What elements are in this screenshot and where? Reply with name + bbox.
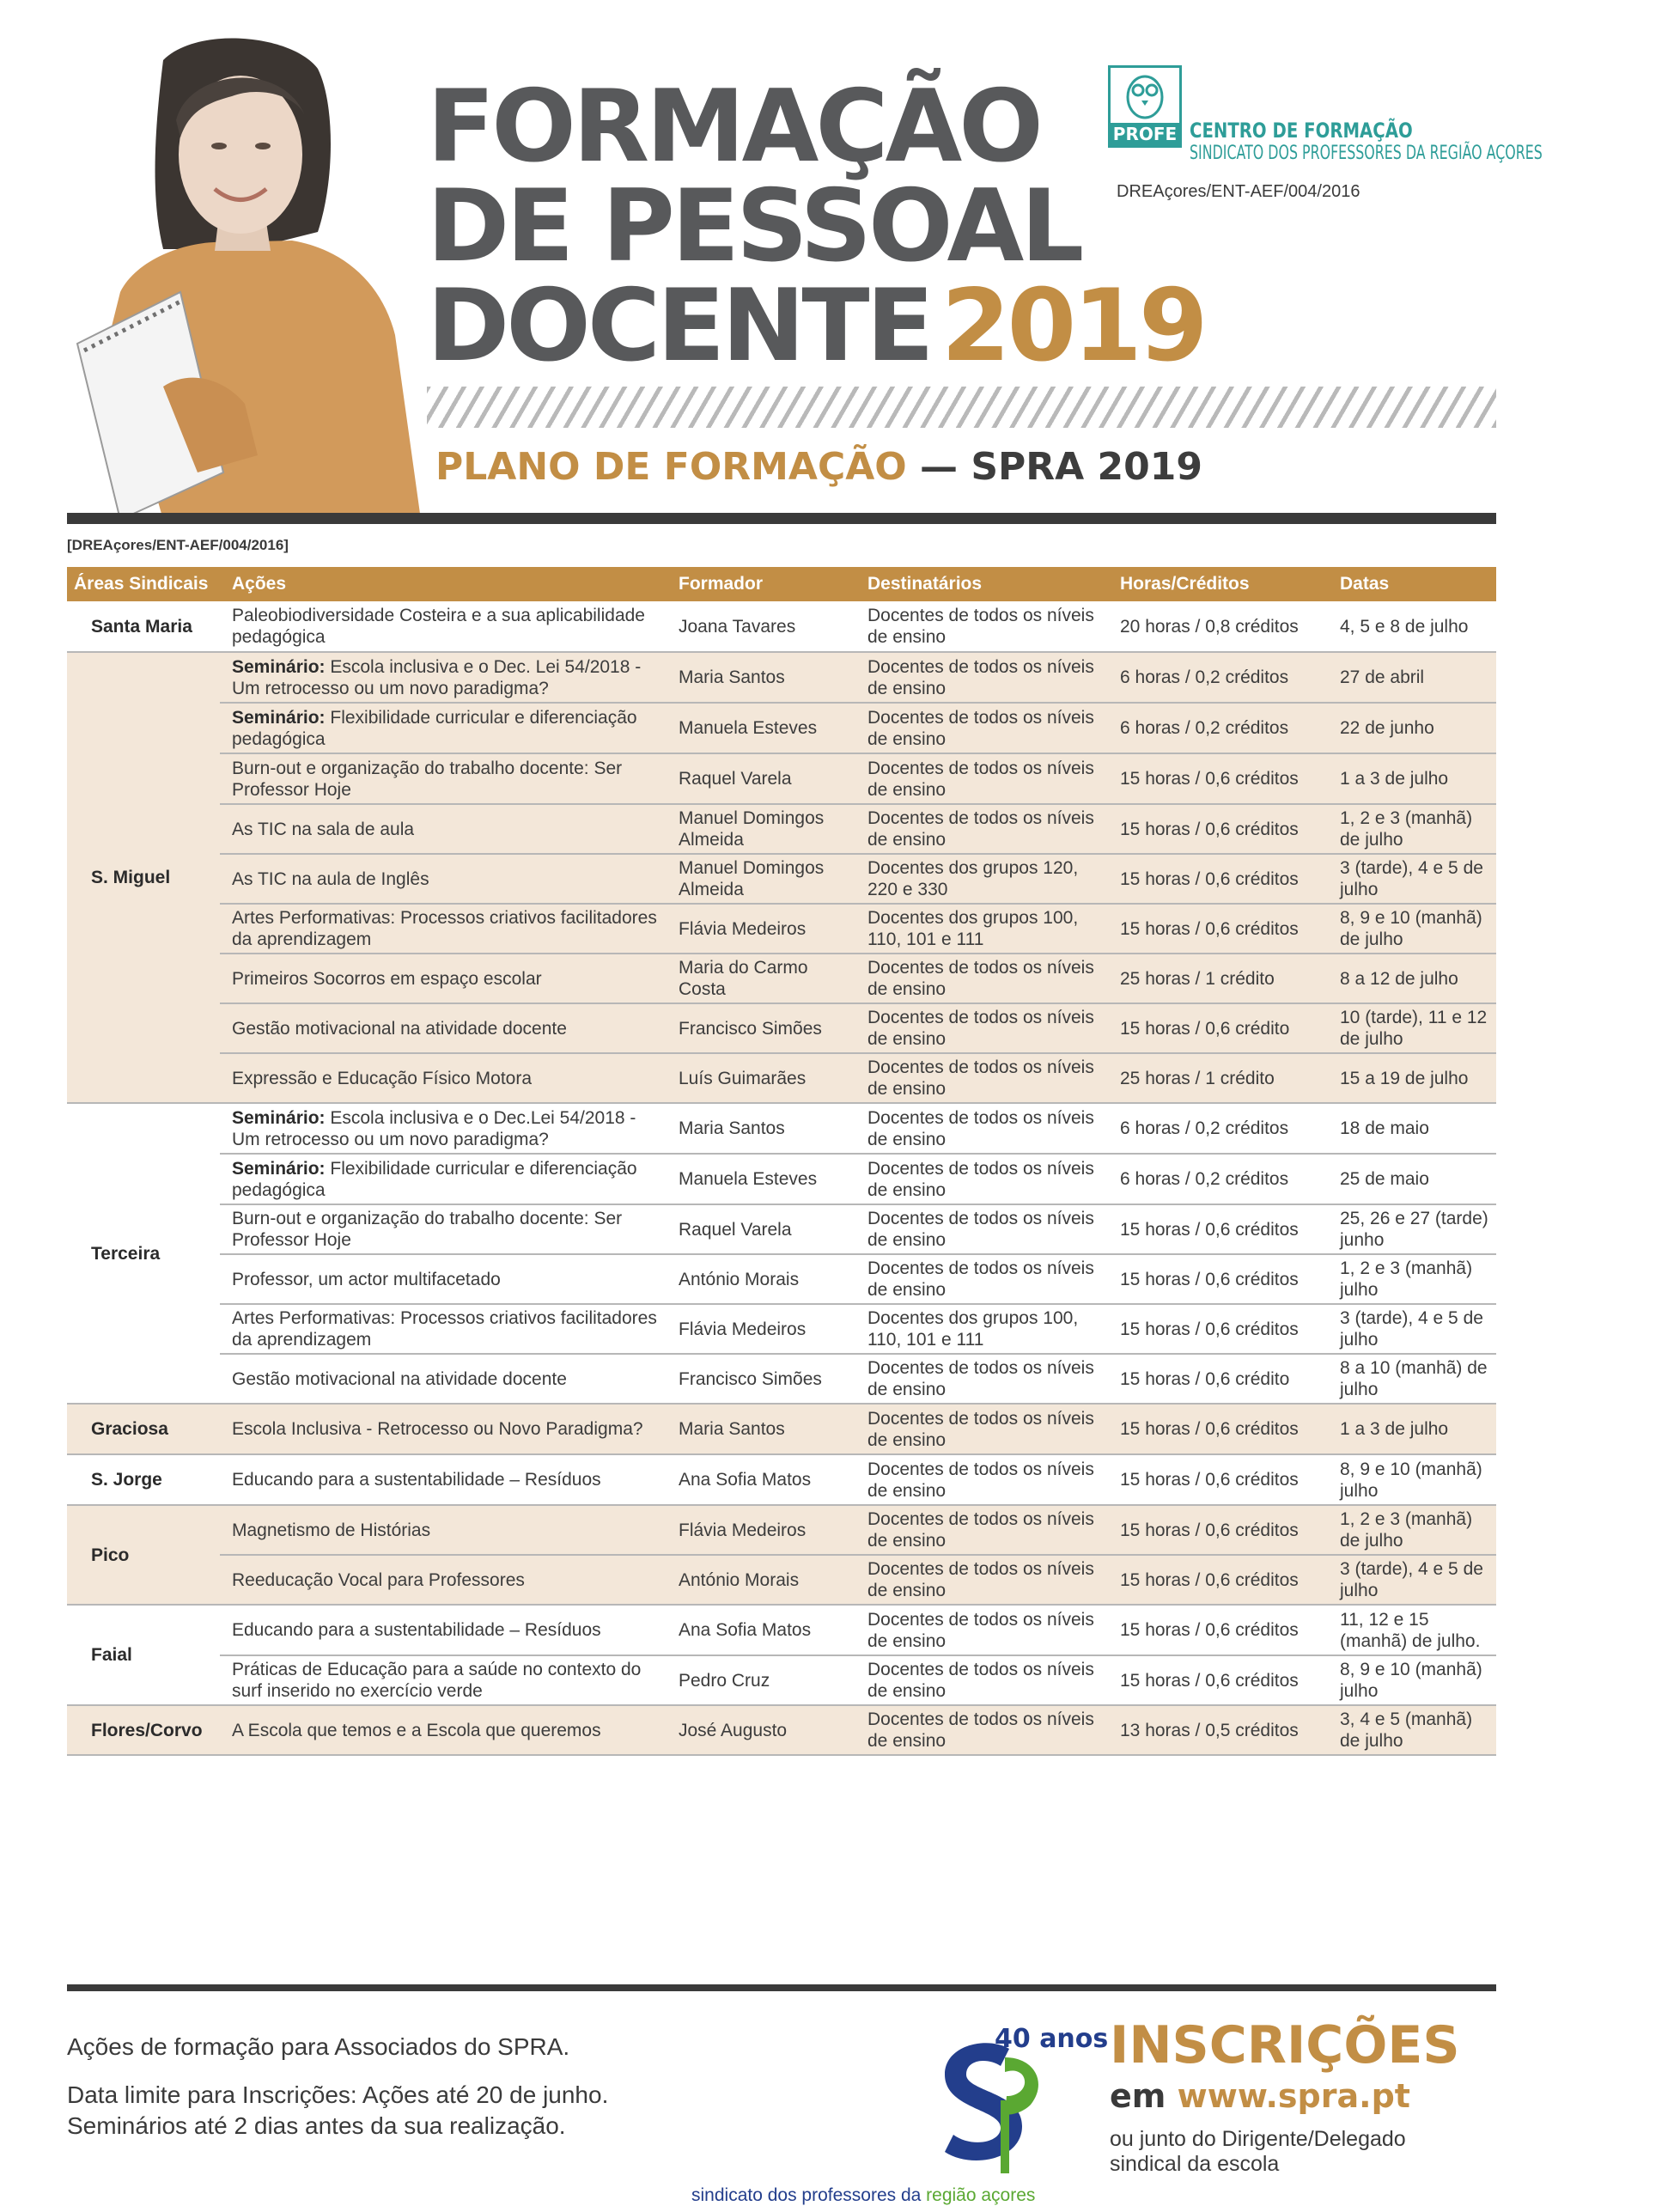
trainer-cell: Manuela Esteves <box>667 703 855 753</box>
trainer-cell: Joana Tavares <box>667 601 855 652</box>
table-row <box>67 1103 1496 1154</box>
spra-logo <box>928 2023 1109 2178</box>
footer-associados: Ações de formação para Associados do SPRA. <box>67 2033 570 2060</box>
trainer-cell: Francisco Simões <box>667 1003 855 1053</box>
trainer-cell: Maria Santos <box>667 1404 855 1454</box>
footer-info <box>67 2032 608 2142</box>
action-text: As TIC na sala de aula <box>232 819 415 839</box>
title-year: 2019 <box>940 268 1205 384</box>
table-row <box>67 1254 1496 1304</box>
action-text: Paleobiodiversidade Costeira e a sua aplicabilidade pedagógica <box>232 606 645 647</box>
action-cell <box>220 1154 667 1204</box>
action-cell <box>220 1454 667 1505</box>
dates-cell: 1, 2 e 3 (manhã) de julho <box>1328 804 1496 854</box>
area-cell: Faial <box>67 1605 220 1705</box>
action-cell <box>220 1053 667 1103</box>
action-text: Artes Performativas: Processos criativos facilitadores da aprendizagem <box>232 1308 657 1350</box>
area-cell: S. Miguel <box>67 652 220 1103</box>
area-cell: Terceira <box>67 1103 220 1404</box>
area-cell: S. Jorge <box>67 1454 220 1505</box>
hours-cell: 15 horas / 0,6 créditos <box>1108 1505 1328 1555</box>
audience-cell: Docentes de todos os níveis de ensino <box>855 1254 1108 1304</box>
table-row <box>67 652 1496 703</box>
spra-anniversary-text: 40 anos <box>995 2024 1109 2054</box>
header-acoes: Ações <box>220 567 667 601</box>
trainer-cell: António Morais <box>667 1555 855 1605</box>
hours-cell: 15 horas / 0,6 créditos <box>1108 1204 1328 1254</box>
hours-cell: 15 horas / 0,6 crédito <box>1108 1354 1328 1404</box>
action-text: Escola inclusiva e o Dec. Lei 54/2018 - Um retrocesso ou um novo paradigma? <box>232 656 642 698</box>
action-text: Burn-out e organização do trabalho docente: Ser Professor Hoje <box>232 758 623 800</box>
trainer-cell: José Augusto <box>667 1705 855 1755</box>
table-row <box>67 1555 1496 1605</box>
trainer-cell: Maria Santos <box>667 1103 855 1154</box>
action-cell <box>220 904 667 954</box>
action-text: Gestão motivacional na atividade docente <box>232 1368 567 1389</box>
spra-caption <box>691 2185 1035 2206</box>
title-line-2: DE PESSOAL <box>427 168 1081 284</box>
hours-cell: 6 horas / 0,2 créditos <box>1108 1154 1328 1204</box>
dates-cell: 3 (tarde), 4 e 5 de julho <box>1328 1304 1496 1354</box>
trainer-cell: Maria Santos <box>667 652 855 703</box>
action-cell <box>220 954 667 1003</box>
trainer-cell: Raquel Varela <box>667 753 855 804</box>
action-cell <box>220 753 667 804</box>
inscricoes-note-2: sindical da escola <box>1110 2152 1280 2176</box>
action-cell <box>220 1505 667 1555</box>
seminar-label: Seminário: <box>232 1158 326 1179</box>
table-row <box>67 1304 1496 1354</box>
hours-cell: 25 horas / 1 crédito <box>1108 954 1328 1003</box>
hours-cell: 15 horas / 0,6 créditos <box>1108 904 1328 954</box>
title-line-3 <box>427 268 1205 384</box>
table-row <box>67 954 1496 1003</box>
footer-seminarios: Seminários até 2 dias antes da sua realização. <box>67 2112 566 2139</box>
table-row <box>67 1605 1496 1655</box>
logo-title: CENTRO DE FORMAÇÃO <box>1190 119 1413 143</box>
trainer-cell: António Morais <box>667 1254 855 1304</box>
audience-cell: Docentes de todos os níveis de ensino <box>855 1354 1108 1404</box>
hours-cell: 15 horas / 0,6 créditos <box>1108 1454 1328 1505</box>
trainer-cell: Pedro Cruz <box>667 1655 855 1705</box>
hours-cell: 15 horas / 0,6 créditos <box>1108 1605 1328 1655</box>
inscricoes-note <box>1110 2127 1406 2177</box>
audience-cell: Docentes de todos os níveis de ensino <box>855 703 1108 753</box>
area-cell: Graciosa <box>67 1404 220 1454</box>
audience-cell: Docentes de todos os níveis de ensino <box>855 652 1108 703</box>
action-text: Burn-out e organização do trabalho docente: Ser Professor Hoje <box>232 1209 623 1250</box>
action-cell <box>220 1555 667 1605</box>
hours-cell: 15 horas / 0,6 créditos <box>1108 1655 1328 1705</box>
footer-deadline: Data limite para Inscrições: Ações até 20 de junho. <box>67 2081 609 2108</box>
dates-cell: 8 a 12 de julho <box>1328 954 1496 1003</box>
inscricoes-title: INSCRIÇÕES <box>1110 2015 1460 2075</box>
action-text: Expressão e Educação Físico Motora <box>232 1068 533 1088</box>
dates-cell: 11, 12 e 15 (manhã) de julho. <box>1328 1605 1496 1655</box>
profe-badge: PROFE <box>1111 123 1179 145</box>
hours-cell: 13 horas / 0,5 créditos <box>1108 1705 1328 1755</box>
spra-caption-a: sindicato dos professores da <box>691 2185 927 2205</box>
table-row <box>67 1404 1496 1454</box>
action-cell <box>220 1354 667 1404</box>
action-text: Escola Inclusiva - Retrocesso ou Novo Paradigma? <box>232 1419 643 1439</box>
seminar-label: Seminário: <box>232 1107 326 1128</box>
dates-cell: 27 de abril <box>1328 652 1496 703</box>
table-row <box>67 1204 1496 1254</box>
table-row <box>67 703 1496 753</box>
spra-caption-b: região açores <box>926 2185 1036 2205</box>
audience-cell: Docentes de todos os níveis de ensino <box>855 1204 1108 1254</box>
training-schedule-table <box>67 567 1496 1756</box>
audience-cell: Docentes de todos os níveis de ensino <box>855 1705 1108 1755</box>
action-cell <box>220 703 667 753</box>
header-horas: Horas/Créditos <box>1108 567 1328 601</box>
action-cell <box>220 854 667 904</box>
audience-cell: Docentes de todos os níveis de ensino <box>855 804 1108 854</box>
hours-cell: 6 horas / 0,2 créditos <box>1108 1103 1328 1154</box>
dates-cell: 18 de maio <box>1328 1103 1496 1154</box>
hours-cell: 15 horas / 0,6 créditos <box>1108 804 1328 854</box>
table-row <box>67 753 1496 804</box>
dates-cell: 8 a 10 (manhã) de julho <box>1328 1354 1496 1404</box>
trainer-cell: Manuel Domingos Almeida <box>667 804 855 854</box>
trainer-cell: Manuel Domingos Almeida <box>667 854 855 904</box>
hours-cell: 15 horas / 0,6 créditos <box>1108 753 1328 804</box>
bottom-divider <box>67 1984 1496 1991</box>
action-text: Artes Performativas: Processos criativos facilitadores da aprendizagem <box>232 908 657 949</box>
action-text: Educando para a sustentabilidade – Resíduos <box>232 1620 601 1640</box>
trainer-cell: Ana Sofia Matos <box>667 1454 855 1505</box>
dates-cell: 25, 26 e 27 (tarde) junho <box>1328 1204 1496 1254</box>
table-row <box>67 1053 1496 1103</box>
action-text: Magnetismo de Histórias <box>232 1520 431 1540</box>
table-row <box>67 1505 1496 1555</box>
action-cell <box>220 1204 667 1254</box>
table-row <box>67 1003 1496 1053</box>
table-row <box>67 854 1496 904</box>
main-title <box>427 69 1205 384</box>
reference-bracket: [DREAçores/ENT-AEF/004/2016] <box>67 537 289 553</box>
action-cell <box>220 1254 667 1304</box>
action-cell <box>220 1655 667 1705</box>
title-docente: DOCENTE <box>427 268 931 384</box>
action-cell <box>220 1605 667 1655</box>
audience-cell: Docentes de todos os níveis de ensino <box>855 1505 1108 1555</box>
audience-cell: Docentes de todos os níveis de ensino <box>855 753 1108 804</box>
action-cell <box>220 652 667 703</box>
action-text: Práticas de Educação para a saúde no contexto do surf inserido no exercício verde <box>232 1660 642 1701</box>
top-divider <box>67 513 1496 524</box>
centro-formacao-text <box>1190 119 1680 165</box>
audience-cell: Docentes de todos os níveis de ensino <box>855 1053 1108 1103</box>
action-cell <box>220 1705 667 1755</box>
action-text: As TIC na aula de Inglês <box>232 868 429 889</box>
plan-title <box>435 445 1202 489</box>
audience-cell: Docentes de todos os níveis de ensino <box>855 1555 1108 1605</box>
audience-cell: Docentes de todos os níveis de ensino <box>855 1003 1108 1053</box>
action-text: Flexibilidade curricular e diferenciação pedagógica <box>232 1158 637 1200</box>
header-destinatarios: Destinatários <box>855 567 1108 601</box>
table-row <box>67 1354 1496 1404</box>
audience-cell: Docentes de todos os níveis de ensino <box>855 1454 1108 1505</box>
table-header-row <box>67 567 1496 601</box>
hours-cell: 6 horas / 0,2 créditos <box>1108 703 1328 753</box>
seminar-label: Seminário: <box>232 707 326 728</box>
header-formador: Formador <box>667 567 855 601</box>
dates-cell: 1, 2 e 3 (manhã) julho <box>1328 1254 1496 1304</box>
dates-cell: 4, 5 e 8 de julho <box>1328 601 1496 652</box>
action-text: Educando para a sustentabilidade – Resíduos <box>232 1470 601 1490</box>
hours-cell: 6 horas / 0,2 créditos <box>1108 652 1328 703</box>
plan-title-b: — SPRA 2019 <box>920 445 1203 489</box>
dates-cell: 3 (tarde), 4 e 5 de julho <box>1328 1555 1496 1605</box>
action-cell <box>220 804 667 854</box>
reference-top: DREAçores/ENT-AEF/004/2016 <box>1117 182 1360 201</box>
owl-icon <box>1111 68 1179 123</box>
dates-cell: 3 (tarde), 4 e 5 de julho <box>1328 854 1496 904</box>
hours-cell: 15 horas / 0,6 créditos <box>1108 1404 1328 1454</box>
action-text: Escola inclusiva e o Dec.Lei 54/2018 - Um retrocesso ou um novo paradigma? <box>232 1107 636 1149</box>
action-text: A Escola que temos e a Escola que queremos <box>232 1720 601 1740</box>
dates-cell: 1, 2 e 3 (manhã) de julho <box>1328 1505 1496 1555</box>
table-row <box>67 1154 1496 1204</box>
hatch-divider <box>427 387 1496 428</box>
audience-cell: Docentes de todos os níveis de ensino <box>855 1605 1108 1655</box>
trainer-cell: Manuela Esteves <box>667 1154 855 1204</box>
inscricoes-web <box>1110 2077 1410 2115</box>
area-cell: Pico <box>67 1505 220 1605</box>
trainer-cell: Flávia Medeiros <box>667 1304 855 1354</box>
action-text: Primeiros Socorros em espaço escolar <box>232 968 542 989</box>
inscricoes-em: em <box>1110 2077 1166 2115</box>
trainer-cell: Flávia Medeiros <box>667 904 855 954</box>
dates-cell: 25 de maio <box>1328 1154 1496 1204</box>
audience-cell: Docentes de todos os níveis de ensino <box>855 954 1108 1003</box>
inscricoes-note-1: ou junto do Dirigente/Delegado <box>1110 2127 1406 2151</box>
hours-cell: 25 horas / 1 crédito <box>1108 1053 1328 1103</box>
hours-cell: 15 horas / 0,6 créditos <box>1108 854 1328 904</box>
area-cell: Flores/Corvo <box>67 1705 220 1755</box>
action-cell <box>220 1304 667 1354</box>
dates-cell: 8, 9 e 10 (manhã) julho <box>1328 1454 1496 1505</box>
seminar-label: Seminário: <box>232 656 326 677</box>
logo-subtitle: SINDICATO DOS PROFESSORES DA REGIÃO AÇORES <box>1190 143 1543 164</box>
header-datas: Datas <box>1328 567 1496 601</box>
table-row <box>67 904 1496 954</box>
audience-cell: Docentes de todos os níveis de ensino <box>855 1404 1108 1454</box>
action-text: Gestão motivacional na atividade docente <box>232 1018 567 1039</box>
audience-cell: Docentes de todos os níveis de ensino <box>855 1655 1108 1705</box>
area-cell: Santa Maria <box>67 601 220 652</box>
dates-cell: 1 a 3 de julho <box>1328 753 1496 804</box>
plan-title-a: PLANO DE FORMAÇÃO <box>435 445 907 489</box>
dates-cell: 22 de junho <box>1328 703 1496 753</box>
trainer-cell: Flávia Medeiros <box>667 1505 855 1555</box>
spra-website-link[interactable]: www.spra.pt <box>1177 2077 1410 2115</box>
title-line-1: FORMAÇÃO <box>427 69 1040 185</box>
dates-cell: 8, 9 e 10 (manhã) de julho <box>1328 904 1496 954</box>
table-row <box>67 601 1496 652</box>
table-row <box>67 1454 1496 1505</box>
hours-cell: 15 horas / 0,6 créditos <box>1108 1555 1328 1605</box>
audience-cell: Docentes de todos os níveis de ensino <box>855 1154 1108 1204</box>
action-cell <box>220 601 667 652</box>
audience-cell: Docentes de todos os níveis de ensino <box>855 1103 1108 1154</box>
hours-cell: 15 horas / 0,6 créditos <box>1108 1254 1328 1304</box>
audience-cell: Docentes dos grupos 120, 220 e 330 <box>855 854 1108 904</box>
table-row <box>67 1705 1496 1755</box>
dates-cell: 15 a 19 de julho <box>1328 1053 1496 1103</box>
action-text: Reeducação Vocal para Professores <box>232 1569 525 1590</box>
trainer-cell: Ana Sofia Matos <box>667 1605 855 1655</box>
table-row <box>67 1655 1496 1705</box>
audience-cell: Docentes dos grupos 100, 110, 101 e 111 <box>855 1304 1108 1354</box>
dates-cell: 1 a 3 de julho <box>1328 1404 1496 1454</box>
audience-cell: Docentes de todos os níveis de ensino <box>855 601 1108 652</box>
trainer-cell: Luís Guimarães <box>667 1053 855 1103</box>
hours-cell: 15 horas / 0,6 crédito <box>1108 1003 1328 1053</box>
action-cell <box>220 1404 667 1454</box>
header-areas: Áreas Sindicais <box>67 567 220 601</box>
audience-cell: Docentes dos grupos 100, 110, 101 e 111 <box>855 904 1108 954</box>
profe-logo <box>1108 65 1182 148</box>
trainer-cell: Raquel Varela <box>667 1204 855 1254</box>
action-cell <box>220 1003 667 1053</box>
trainer-cell: Maria do Carmo Costa <box>667 954 855 1003</box>
dates-cell: 3, 4 e 5 (manhã) de julho <box>1328 1705 1496 1755</box>
action-text: Professor, um actor multifacetado <box>232 1269 501 1289</box>
action-cell <box>220 1103 667 1154</box>
table-row <box>67 804 1496 854</box>
action-text: Flexibilidade curricular e diferenciação pedagógica <box>232 707 637 749</box>
hours-cell: 20 horas / 0,8 créditos <box>1108 601 1328 652</box>
teacher-photo <box>60 26 421 520</box>
dates-cell: 8, 9 e 10 (manhã) julho <box>1328 1655 1496 1705</box>
trainer-cell: Francisco Simões <box>667 1354 855 1404</box>
dates-cell: 10 (tarde), 11 e 12 de julho <box>1328 1003 1496 1053</box>
hours-cell: 15 horas / 0,6 créditos <box>1108 1304 1328 1354</box>
